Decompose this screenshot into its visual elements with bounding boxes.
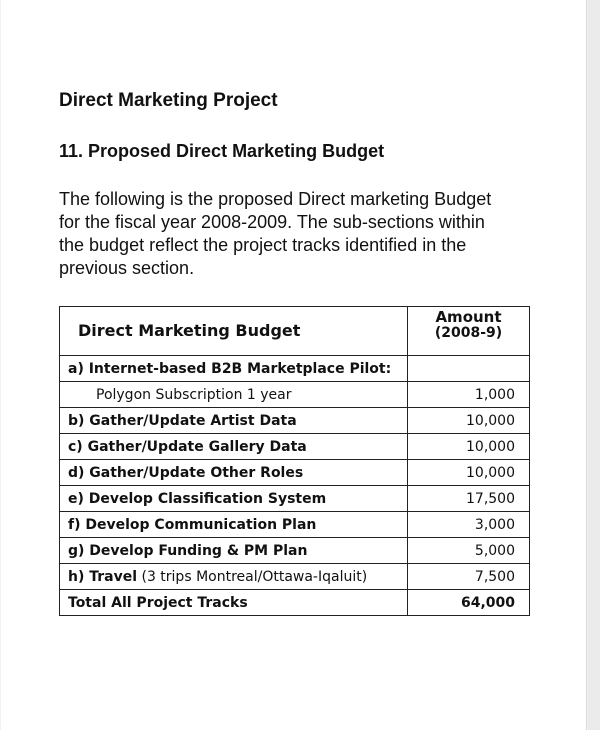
total-row: [60, 590, 530, 616]
table-row: [60, 408, 530, 434]
travel-row-label: [60, 564, 408, 590]
row-amount: 10,000: [408, 408, 530, 434]
row-label: h) Travel: [68, 568, 138, 585]
row-label: d) Gather/Update Other Roles: [60, 460, 408, 486]
table-header-row: [60, 307, 530, 356]
row-detail: (3 trips Montreal/Ottawa-Iqaluit): [137, 568, 368, 585]
row-label: g) Develop Funding & PM Plan: [60, 538, 408, 564]
row-amount: 3,000: [408, 512, 530, 538]
amount-header-years: (2008-9): [434, 325, 503, 341]
table-row: [60, 434, 530, 460]
row-amount: 1,000: [408, 382, 530, 408]
table-row: [60, 382, 530, 408]
row-label: a) Internet-based B2B Marketplace Pilot:: [60, 356, 408, 382]
row-amount: 7,500: [408, 564, 530, 590]
vertical-scrollbar[interactable]: [588, 0, 600, 730]
table-row: [60, 512, 530, 538]
amount-header-label: Amount: [435, 308, 502, 326]
table-row: [60, 356, 530, 382]
total-label: Total All Project Tracks: [60, 590, 408, 616]
document-page: [1, 0, 587, 730]
table-row: [60, 460, 530, 486]
intro-line: The following is the proposed Direct marketing Budget: [59, 189, 492, 209]
row-label: Polygon Subscription 1 year: [60, 382, 408, 408]
row-amount: 17,500: [408, 486, 530, 512]
intro-line: for the fiscal year 2008-2009. The sub-sections within: [59, 212, 485, 232]
intro-paragraph: [59, 188, 529, 280]
row-label: c) Gather/Update Gallery Data: [60, 434, 408, 460]
amount-header: [408, 307, 530, 356]
table-row: [60, 486, 530, 512]
total-amount: 64,000: [408, 590, 530, 616]
row-amount: 5,000: [408, 538, 530, 564]
row-amount: [408, 356, 530, 382]
document-title: Direct Marketing Project: [59, 90, 278, 111]
intro-line: previous section.: [59, 258, 195, 278]
budget-header-label: Direct Marketing Budget: [60, 307, 408, 356]
table-row: [60, 538, 530, 564]
row-label: b) Gather/Update Artist Data: [60, 408, 408, 434]
budget-table: [59, 306, 530, 616]
intro-line: the budget reflect the project tracks identified in the: [59, 235, 467, 255]
row-label: e) Develop Classification System: [60, 486, 408, 512]
row-amount: 10,000: [408, 460, 530, 486]
table-row: [60, 564, 530, 590]
row-label: f) Develop Communication Plan: [60, 512, 408, 538]
section-title: 11. Proposed Direct Marketing Budget: [59, 141, 385, 161]
row-amount: 10,000: [408, 434, 530, 460]
